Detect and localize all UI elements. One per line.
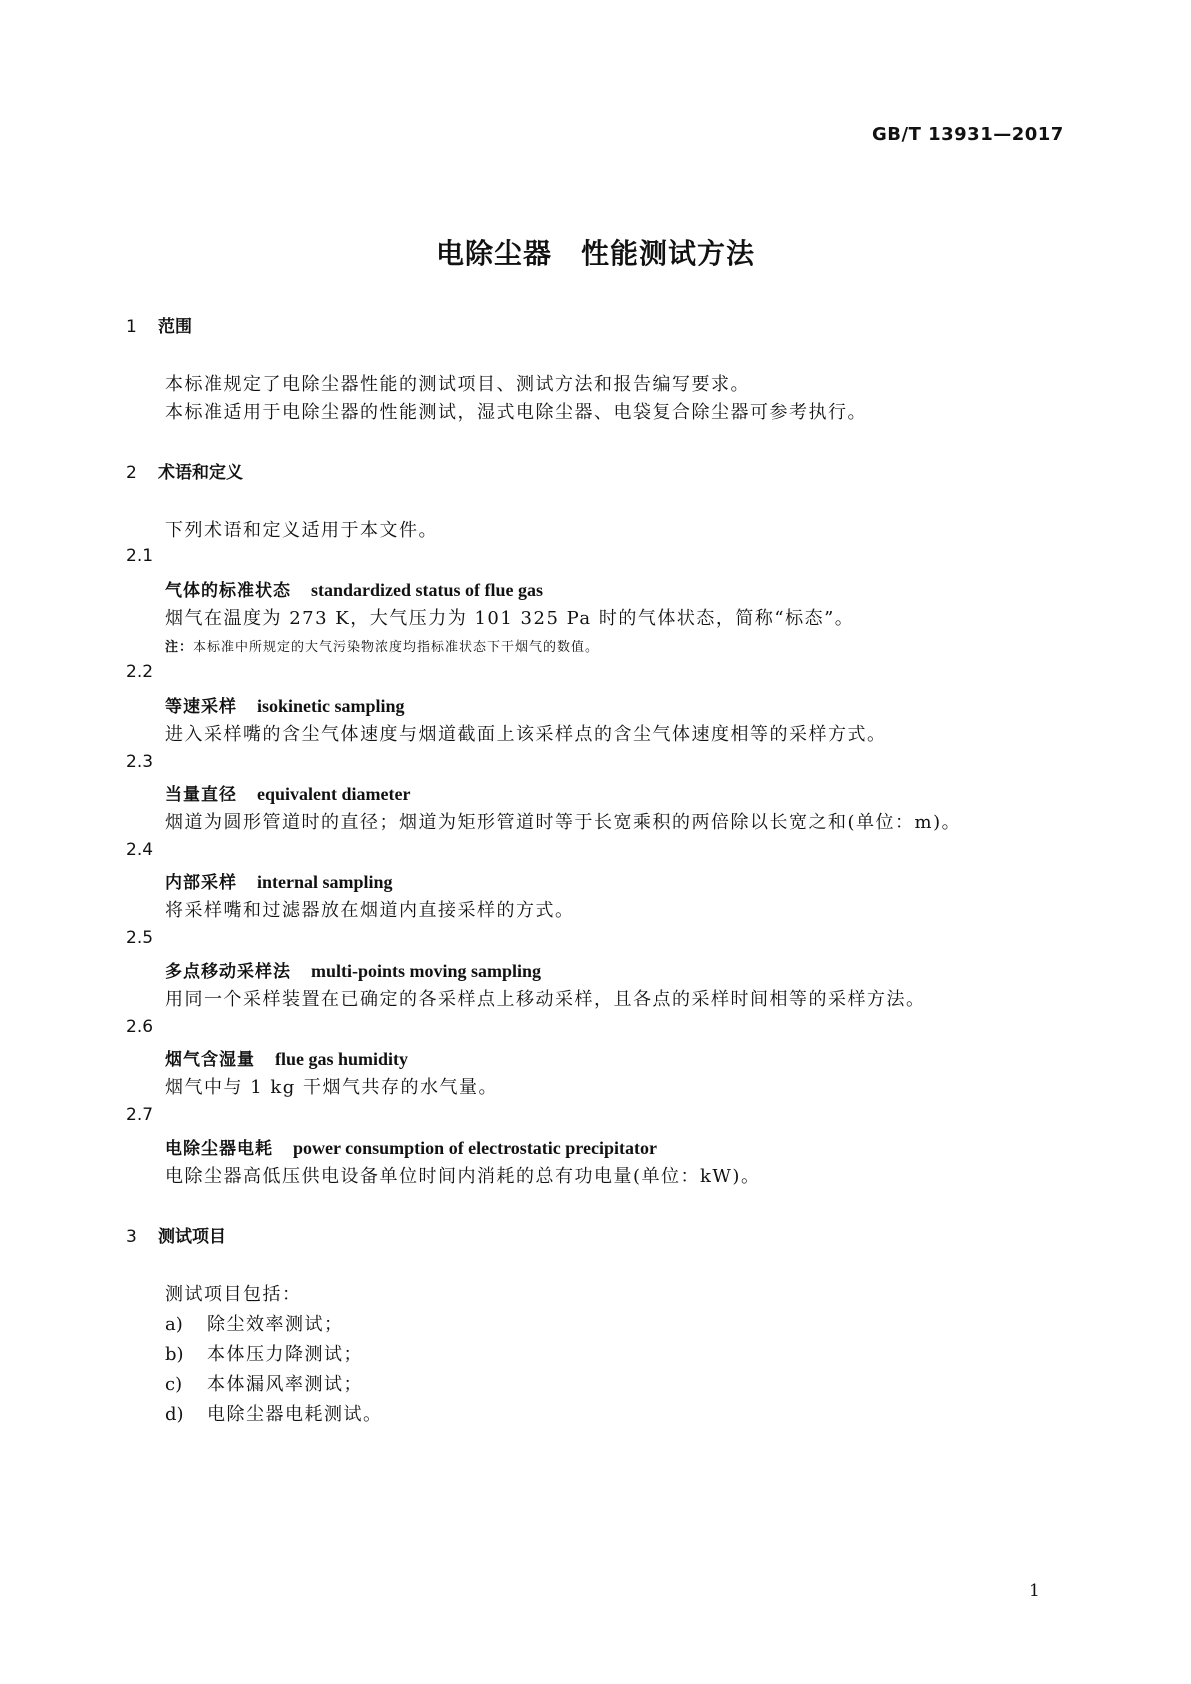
list-text: 除尘效率测试； bbox=[207, 1314, 344, 1335]
term-english: isokinetic sampling bbox=[257, 696, 405, 716]
section-title: 测试项目 bbox=[158, 1227, 226, 1247]
clause-number: 2.5 bbox=[126, 928, 154, 948]
term-definition: 用同一个采样装置在已确定的各采样点上移动采样，且各点的采样时间相等的采样方法。 bbox=[165, 989, 926, 1010]
term-definition: 烟道为圆形管道时的直径；烟道为矩形管道时等于长宽乘积的两倍除以长宽之和(单位：m)。 bbox=[165, 812, 962, 833]
list-marker: a) bbox=[165, 1314, 183, 1335]
clause-number: 2.2 bbox=[126, 662, 154, 682]
list-marker: c) bbox=[165, 1374, 183, 1395]
section-title: 术语和定义 bbox=[158, 463, 243, 483]
term-chinese: 气体的标准状态 bbox=[165, 581, 291, 601]
list-item bbox=[165, 1400, 383, 1426]
list-marker: b) bbox=[165, 1344, 184, 1365]
list-text: 本体压力降测试； bbox=[207, 1344, 363, 1365]
term-definition: 进入采样嘴的含尘气体速度与烟道截面上该采样点的含尘气体速度相等的采样方式。 bbox=[165, 724, 887, 745]
scope-paragraph: 本标准适用于电除尘器的性能测试，湿式电除尘器、电袋复合除尘器可参考执行。 bbox=[165, 402, 867, 423]
term-heading bbox=[165, 868, 393, 893]
term-heading bbox=[165, 692, 405, 717]
term-chinese: 烟气含湿量 bbox=[165, 1050, 255, 1070]
term-heading bbox=[165, 957, 541, 982]
section-number: 1 bbox=[126, 317, 137, 337]
list-item bbox=[165, 1310, 344, 1336]
term-english: power consumption of electrostatic precipitator bbox=[293, 1138, 657, 1158]
list-text: 电除尘器电耗测试。 bbox=[207, 1404, 383, 1425]
note-text: 本标准中所规定的大气污染物浓度均指标准状态下干烟气的数值。 bbox=[193, 640, 600, 655]
term-english: equivalent diameter bbox=[257, 784, 411, 804]
term-english: multi-points moving sampling bbox=[311, 961, 542, 981]
section-number: 2 bbox=[126, 463, 137, 483]
term-definition: 烟气在温度为 273 K，大气压力为 101 325 Pa 时的气体状态，简称“标态”。 bbox=[165, 608, 855, 629]
term-english: flue gas humidity bbox=[275, 1049, 409, 1069]
term-english: standardized status of flue gas bbox=[311, 580, 544, 600]
term-heading bbox=[165, 1045, 408, 1070]
term-chinese: 多点移动采样法 bbox=[165, 962, 291, 982]
term-english: internal sampling bbox=[257, 872, 393, 892]
note-label: 注： bbox=[165, 640, 194, 655]
term-definition: 将采样嘴和过滤器放在烟道内直接采样的方式。 bbox=[165, 900, 575, 921]
section-number: 3 bbox=[126, 1227, 137, 1247]
term-chinese: 等速采样 bbox=[165, 697, 237, 717]
term-definition: 烟气中与 1 kg 干烟气共存的水气量。 bbox=[165, 1077, 499, 1098]
list-marker: d) bbox=[165, 1404, 184, 1425]
page-number: 1 bbox=[1029, 1581, 1040, 1601]
terms-intro: 下列术语和定义适用于本文件。 bbox=[165, 520, 438, 541]
term-chinese: 当量直径 bbox=[165, 785, 237, 805]
section-heading-terms bbox=[126, 458, 243, 483]
section-heading-scope bbox=[126, 312, 192, 337]
document-title: 电除尘器 性能测试方法 bbox=[435, 237, 755, 270]
list-item bbox=[165, 1340, 363, 1366]
test-items-intro: 测试项目包括： bbox=[165, 1284, 302, 1305]
clause-number: 2.6 bbox=[126, 1017, 154, 1037]
list-item bbox=[165, 1370, 363, 1396]
section-title: 范围 bbox=[158, 317, 192, 337]
standard-number: GB/T 13931—2017 bbox=[872, 124, 1064, 145]
clause-number: 2.7 bbox=[126, 1105, 154, 1125]
term-heading bbox=[165, 576, 543, 601]
section-heading-test-items bbox=[126, 1222, 226, 1247]
term-heading bbox=[165, 780, 410, 805]
term-definition: 电除尘器高低压供电设备单位时间内消耗的总有功电量(单位：kW)。 bbox=[165, 1166, 761, 1187]
clause-number: 2.4 bbox=[126, 840, 154, 860]
term-note bbox=[165, 636, 599, 655]
clause-number: 2.3 bbox=[126, 752, 154, 772]
term-heading bbox=[165, 1134, 657, 1159]
list-text: 本体漏风率测试； bbox=[207, 1374, 363, 1395]
scope-paragraph: 本标准规定了电除尘器性能的测试项目、测试方法和报告编写要求。 bbox=[165, 374, 750, 395]
term-chinese: 内部采样 bbox=[165, 873, 237, 893]
term-chinese: 电除尘器电耗 bbox=[165, 1139, 273, 1159]
clause-number: 2.1 bbox=[126, 546, 154, 566]
